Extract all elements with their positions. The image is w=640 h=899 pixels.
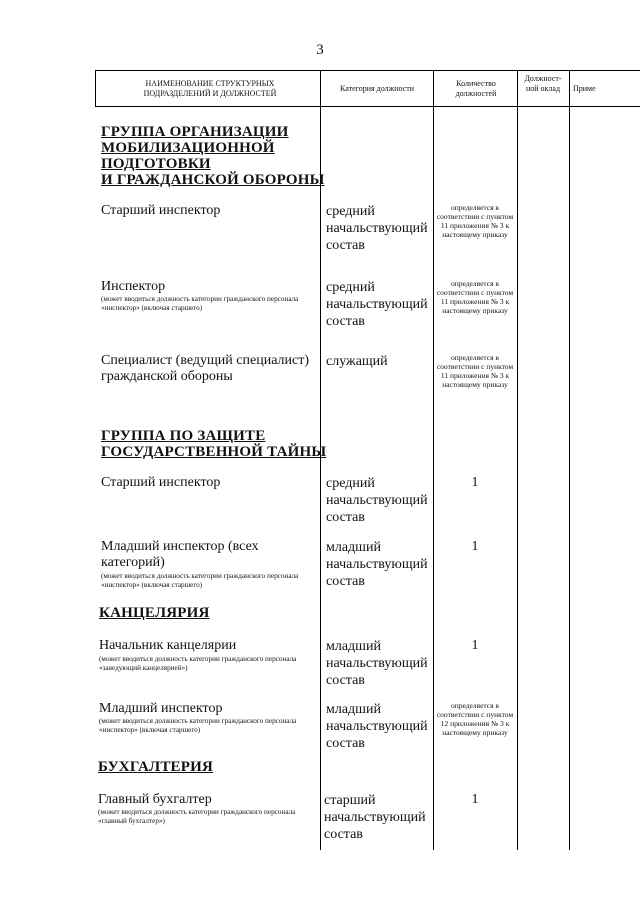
position-category: младший начальствующий состав bbox=[326, 540, 428, 589]
section-title-accounting: БУХГАЛТЕРИЯ bbox=[98, 759, 214, 775]
position-quantity: определяется в соответствии с пунктом 12 приложения № 3 к настоящему приказу bbox=[436, 701, 514, 737]
table-top-border bbox=[95, 70, 640, 71]
header-notes-col: Приме bbox=[573, 84, 596, 93]
position-title: Специалист (ведущий специалист) гражданской обороны bbox=[101, 353, 309, 384]
position-title: Старший инспектор bbox=[101, 475, 221, 490]
position-note: (может вводиться должность категории гражданского персонала «главный бухгалтер») bbox=[98, 808, 296, 825]
position-quantity: 1 bbox=[471, 638, 479, 653]
header-name-col: НАИМЕНОВАНИЕ СТРУКТУРНЫХ ПОДРАЗДЕЛЕНИЙ И ДОЛЖНОСТЕЙ bbox=[143, 79, 277, 98]
table-header-border bbox=[95, 106, 640, 107]
position-category: средний начальствующий состав bbox=[326, 204, 428, 253]
position-title: Старший инспектор bbox=[101, 203, 221, 218]
section-title-chancellery: КАНЦЕЛЯРИЯ bbox=[99, 605, 210, 621]
position-category: младший начальствующий состав bbox=[326, 702, 428, 751]
position-title: Младший инспектор (всех категорий) bbox=[101, 539, 259, 570]
position-note: (может вводиться должность категории гражданского персонала «инспектор» (включая старшего) bbox=[99, 717, 297, 734]
position-title: Главный бухгалтер bbox=[98, 792, 212, 807]
table-border-left bbox=[95, 70, 96, 107]
position-category: служащий bbox=[326, 354, 388, 369]
table-col-divider-4 bbox=[569, 70, 570, 850]
section-title-mobilization: ГРУППА ОРГАНИЗАЦИИ МОБИЛИЗАЦИОННОЙ ПОДГОТОВКИ И ГРАЖДАНСКОЙ ОБОРОНЫ bbox=[101, 124, 325, 188]
page-number: 3 bbox=[316, 42, 324, 58]
position-title: Младший инспектор bbox=[99, 701, 223, 716]
position-category: старший начальствующий состав bbox=[324, 793, 426, 842]
position-title: Начальник канцелярии bbox=[99, 638, 237, 653]
position-quantity: определяется в соответствии с пунктом 11 приложения № 3 к настоящему приказу bbox=[436, 353, 514, 389]
position-category: средний начальствующий состав bbox=[326, 280, 428, 329]
position-note: (может вводиться должность категории гражданского персонала «инспектор» (включая старшего) bbox=[101, 295, 299, 312]
position-note: (может вводиться должность категории гражданского персонала «заведующий канцелярией») bbox=[99, 655, 297, 672]
position-quantity: определяется в соответствии с пунктом 11 приложения № 3 к настоящему приказу bbox=[436, 203, 514, 239]
position-title: Инспектор bbox=[101, 279, 166, 294]
position-quantity: 1 bbox=[471, 475, 479, 490]
section-title-state-secret: ГРУППА ПО ЗАЩИТЕ ГОСУДАРСТВЕННОЙ ТАЙНЫ bbox=[101, 428, 327, 460]
position-quantity: 1 bbox=[471, 792, 479, 807]
table-col-divider-3 bbox=[517, 70, 518, 850]
position-category: средний начальствующий состав bbox=[326, 476, 428, 525]
header-salary-col: Должност-ной оклад bbox=[524, 74, 562, 93]
header-quantity-col: Количество должностей bbox=[455, 79, 497, 98]
position-note: (может вводиться должность категории гражданского персонала «инспектор» (включая старшего) bbox=[101, 572, 299, 589]
position-quantity: 1 bbox=[471, 539, 479, 554]
position-category: младший начальствующий состав bbox=[326, 639, 428, 688]
position-quantity: определяется в соответствии с пунктом 11 приложения № 3 к настоящему приказу bbox=[436, 279, 514, 315]
header-category-col: Категория должности bbox=[340, 84, 414, 93]
